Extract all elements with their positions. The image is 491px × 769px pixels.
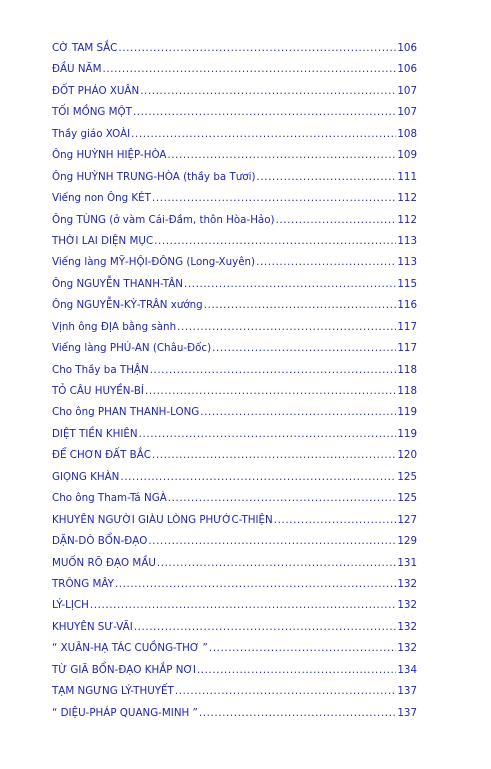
- dot-leader: [209, 642, 396, 654]
- toc-entry-title: DIỆT TIỀN KHIÊN: [52, 427, 138, 440]
- dot-leader: [131, 128, 396, 140]
- toc-entry-title: Vịnh ông ĐỊA bằng sành: [52, 320, 177, 333]
- dot-leader: [256, 171, 396, 183]
- toc-entry-page-number: 119: [397, 406, 417, 419]
- toc-entry[interactable]: [52, 428, 417, 449]
- toc-entry-title: Ông HUỲNH TRUNG-HÒA (thầy ba Tươi): [52, 170, 256, 183]
- toc-entry-title: GIỌNG KHÀN: [52, 470, 120, 483]
- toc-entry[interactable]: [52, 492, 417, 513]
- toc-entry-title: Viếng non Ông KÉT: [52, 192, 151, 205]
- toc-entry-title: KHUYÊN SƯ-VÃI: [52, 620, 133, 633]
- toc-entry-page-number: 107: [397, 106, 417, 119]
- dot-leader: [150, 364, 397, 376]
- toc-entry-title: THỜI LAI DIỆN MỤC: [52, 234, 154, 247]
- toc-entry[interactable]: [52, 449, 417, 470]
- toc-entry-title: Thầy giáo XOÀI: [52, 127, 131, 140]
- toc-entry[interactable]: [52, 171, 417, 192]
- toc-entry-title: ĐẦU NĂM: [52, 63, 102, 76]
- toc-entry-page-number: 129: [397, 535, 417, 548]
- toc-entry[interactable]: [52, 278, 417, 299]
- toc-entry[interactable]: [52, 128, 417, 149]
- dot-leader: [274, 514, 397, 526]
- toc-entry[interactable]: [52, 106, 417, 127]
- toc-entry[interactable]: [52, 621, 417, 642]
- toc-entry-page-number: 120: [397, 449, 417, 462]
- toc-entry-title: TỐI MỒNG MỘT: [52, 106, 132, 119]
- toc-entry-title: Cho Thầy ba THẬN: [52, 363, 149, 376]
- toc-entry-page-number: 108: [397, 127, 417, 140]
- dot-leader: [256, 256, 396, 268]
- toc-entry-page-number: 117: [397, 320, 417, 333]
- toc-entry[interactable]: [52, 299, 417, 320]
- toc-entry-title: “ DIỆU-PHÁP QUANG-MINH ”: [52, 706, 198, 719]
- toc-entry-page-number: 115: [397, 277, 417, 290]
- toc-entry[interactable]: [52, 514, 417, 535]
- toc-entry-title: Viếng làng MỸ-HỘI-ĐÔNG (Long-Xuyên): [52, 256, 256, 269]
- toc-entry-title: Cho ông Tham-Tá NGÀ: [52, 492, 167, 505]
- toc-entry-page-number: 113: [397, 234, 417, 247]
- dot-leader: [197, 664, 396, 676]
- dot-leader: [102, 63, 396, 75]
- toc-entry-title: TẠM NGƯNG LÝ-THUYẾT: [52, 685, 174, 698]
- dot-leader: [133, 106, 396, 118]
- toc-entry-page-number: 132: [397, 577, 417, 590]
- toc-entry[interactable]: [52, 364, 417, 385]
- dot-leader: [199, 707, 396, 719]
- toc-entry-title: TRÔNG MÂY: [52, 577, 114, 590]
- toc-entry[interactable]: [52, 235, 417, 256]
- dot-leader: [204, 299, 397, 311]
- toc-entry-page-number: 107: [397, 84, 417, 97]
- toc-entry-page-number: 112: [397, 192, 417, 205]
- toc-entry[interactable]: [52, 685, 417, 706]
- dot-leader: [200, 406, 396, 418]
- toc-entry-title: CỜ TAM SẮC: [52, 42, 118, 54]
- toc-entry-title: Ông TÙNG (ở vàm Cái-Đầm, thôn Hòa-Hảo): [52, 213, 275, 226]
- toc-entry[interactable]: [52, 321, 417, 342]
- toc-entry-title: Viếng làng PHÚ-AN (Châu-Đốc): [52, 342, 212, 355]
- toc-entry[interactable]: [52, 406, 417, 427]
- toc-entry-page-number: 111: [397, 170, 417, 183]
- toc-entry-page-number: 137: [397, 706, 417, 719]
- toc-entry-title: Ông HUỲNH HIỆP-HÒA: [52, 149, 167, 162]
- toc-entry-title: Cho ông PHAN THANH-LONG: [52, 406, 200, 419]
- toc-entry[interactable]: [52, 42, 417, 63]
- toc-entry[interactable]: [52, 535, 417, 556]
- toc-entry-page-number: 109: [397, 149, 417, 162]
- toc-entry-page-number: 131: [397, 556, 417, 569]
- dot-leader: [184, 278, 396, 290]
- toc-entry[interactable]: [52, 214, 417, 235]
- toc-entry-title: LÝ-LỊCH: [52, 599, 89, 612]
- toc-entry-title: TỪ GIÃ BỔN-ĐẠO KHẮP NƠI: [52, 663, 196, 676]
- toc-entry-title: DẶN-DÒ BỔN-ĐẠO: [52, 535, 148, 548]
- toc-entry[interactable]: [52, 85, 417, 106]
- toc-entry-page-number: 132: [397, 642, 417, 655]
- toc-entry-page-number: 132: [397, 599, 417, 612]
- toc-entry[interactable]: [52, 642, 417, 663]
- toc-entry-title: ĐỂ CHƠN ĐẤT BẮC: [52, 449, 151, 462]
- toc-entry-page-number: 119: [397, 427, 417, 440]
- toc-entry-title: KHUYÊN NGƯỜI GIÀU LÒNG PHƯỚC-THIỆN: [52, 513, 273, 526]
- toc-entry-page-number: 125: [397, 492, 417, 505]
- dot-leader: [175, 685, 397, 697]
- toc-entry-page-number: 112: [397, 213, 417, 226]
- toc-entry-page-number: 116: [397, 299, 417, 312]
- toc-entry[interactable]: [52, 256, 417, 277]
- toc-entry-page-number: 134: [397, 663, 417, 676]
- dot-leader: [168, 492, 397, 504]
- dot-leader: [152, 192, 396, 204]
- dot-leader: [212, 342, 396, 354]
- toc-entry[interactable]: [52, 599, 417, 620]
- dot-leader: [118, 42, 396, 54]
- toc-entry-page-number: 113: [397, 256, 417, 269]
- toc-entry-title: MUỐN RÕ ĐẠO MẦU: [52, 556, 156, 569]
- toc-entry[interactable]: [52, 385, 417, 406]
- toc-entry[interactable]: [52, 192, 417, 213]
- dot-leader: [167, 149, 396, 161]
- toc-entry-page-number: 127: [397, 513, 417, 526]
- toc-entry-page-number: 125: [397, 470, 417, 483]
- dot-leader: [134, 621, 397, 633]
- toc-entry[interactable]: [52, 149, 417, 170]
- toc-entry-page-number: 106: [397, 42, 417, 54]
- toc-entry-title: ĐỐT PHÁO XUÂN: [52, 84, 140, 97]
- dot-leader: [276, 214, 397, 226]
- toc-entry-title: TỎ CÂU HUYỀN-BÍ: [52, 385, 144, 397]
- dot-leader: [120, 471, 396, 483]
- table-of-contents: [52, 42, 417, 728]
- toc-entry-title: Ông NGUYỄN THANH-TÂN: [52, 277, 183, 290]
- toc-entry[interactable]: [52, 664, 417, 685]
- dot-leader: [145, 385, 396, 397]
- toc-entry-page-number: 137: [397, 685, 417, 698]
- dot-leader: [152, 449, 396, 461]
- toc-entry-page-number: 132: [397, 620, 417, 633]
- dot-leader: [140, 85, 396, 97]
- toc-entry[interactable]: [52, 471, 417, 492]
- dot-leader: [115, 578, 396, 590]
- toc-entry-page-number: 117: [397, 342, 417, 355]
- toc-entry[interactable]: [52, 578, 417, 599]
- toc-entry-title: Ông NGUYỄN-KỲ-TRÂN xướng: [52, 299, 203, 312]
- toc-entry-title: “ XUÂN-HẠ TÁC CUỒNG-THƠ ”: [52, 642, 208, 655]
- dot-leader: [139, 428, 397, 440]
- toc-entry-page-number: 118: [397, 363, 417, 376]
- toc-entry[interactable]: [52, 557, 417, 578]
- dot-leader: [148, 535, 396, 547]
- toc-entry[interactable]: [52, 342, 417, 363]
- dot-leader: [157, 557, 396, 569]
- dot-leader: [177, 321, 396, 333]
- dot-leader: [154, 235, 396, 247]
- toc-entry[interactable]: [52, 63, 417, 84]
- toc-entry[interactable]: [52, 707, 417, 728]
- dot-leader: [90, 599, 396, 611]
- toc-entry-page-number: 118: [397, 385, 417, 397]
- toc-entry-page-number: 106: [397, 63, 417, 76]
